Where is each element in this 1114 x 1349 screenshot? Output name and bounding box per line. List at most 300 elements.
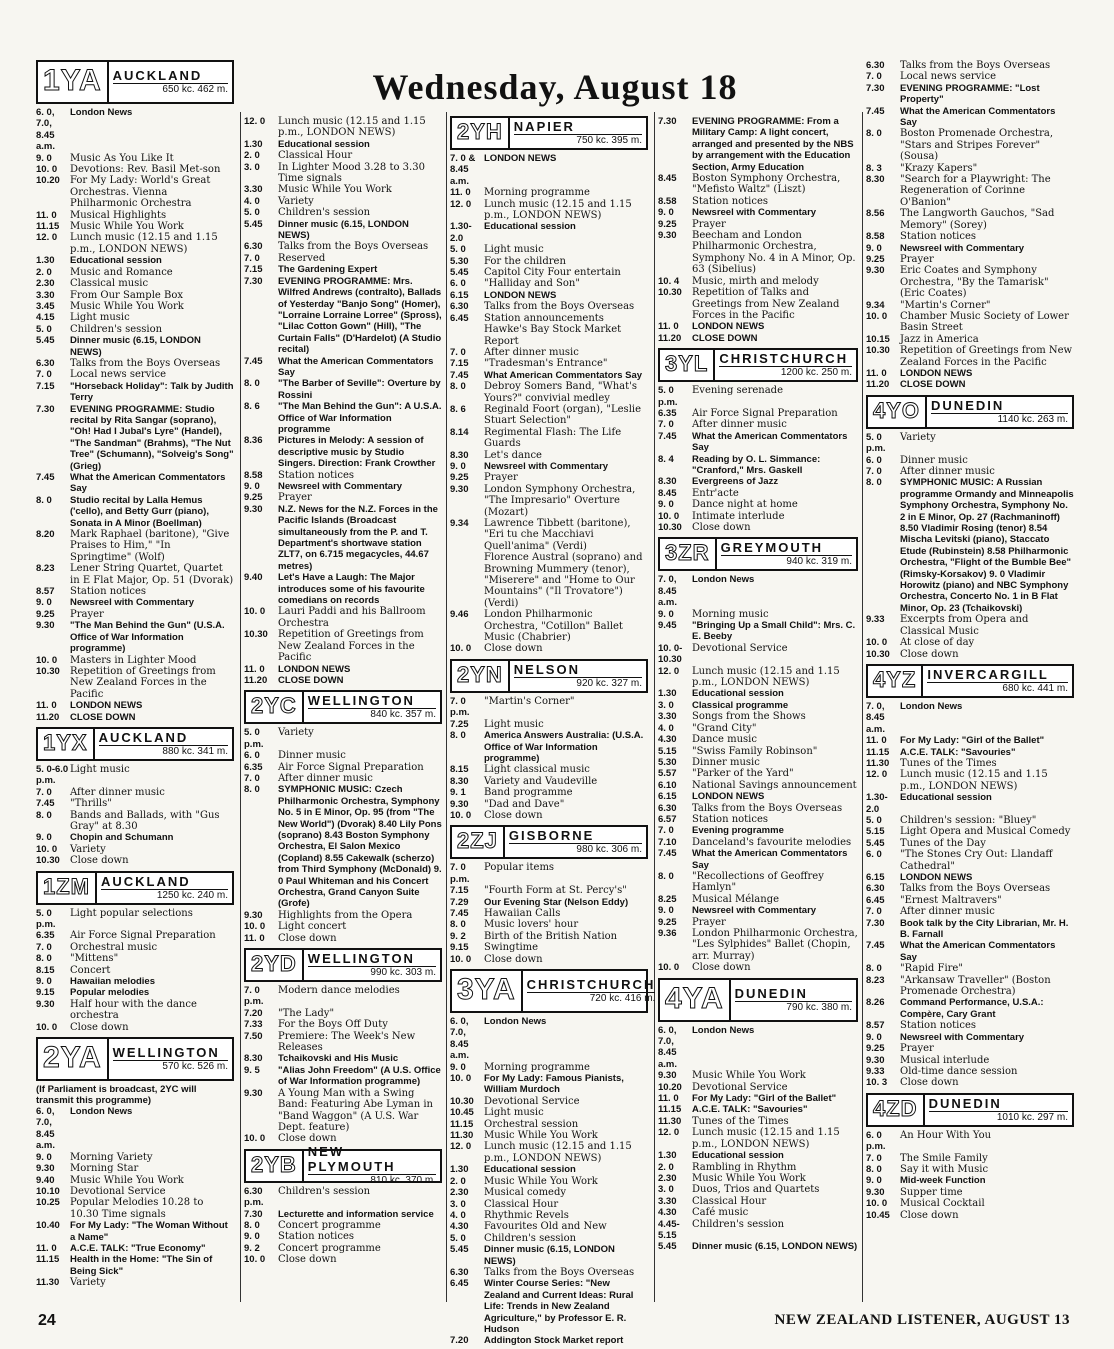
- entry-description: Say it with Music: [900, 1163, 989, 1175]
- entry-time: 5. 0-6.0 p.m.: [36, 763, 69, 787]
- station-meta: [715, 350, 856, 380]
- entry-time: 7.30: [866, 917, 885, 929]
- schedule-entry: [866, 637, 1074, 648]
- entry-time: 5. 0: [450, 1232, 466, 1244]
- entry-time: 2. 0: [244, 150, 260, 162]
- schedule-entry: [450, 1062, 648, 1073]
- schedule-entry: [658, 757, 858, 768]
- entry-time: 11.30: [866, 757, 890, 769]
- schedule-entry: [658, 1127, 858, 1150]
- schedule-entry: [244, 481, 442, 492]
- entry-description: Local news service: [70, 369, 167, 381]
- entry-time: 5.15: [658, 745, 677, 757]
- schedule-entry: [36, 597, 234, 608]
- entry-time: 11.20: [658, 332, 682, 344]
- entry-description: Morning Variety: [70, 1151, 153, 1163]
- station-meta: [304, 692, 440, 722]
- entry-time: 3.45: [36, 300, 55, 312]
- entry-description: Dinner music: [278, 750, 346, 762]
- schedule-entry: [866, 1043, 1074, 1054]
- schedule-entry: [658, 905, 858, 916]
- station-city: GISBORNE: [509, 828, 642, 844]
- entry-description: Masters in Lighter Mood: [70, 654, 197, 666]
- entry-time: 10.45: [866, 1209, 890, 1221]
- schedule-entry: [866, 815, 1074, 826]
- entry-time: 10.20: [36, 175, 60, 187]
- entry-time: 10. 0: [450, 953, 472, 965]
- schedule-entry: [450, 1073, 648, 1096]
- entry-description: Children's session: [484, 1232, 577, 1244]
- entry-time: 5.45: [658, 1241, 677, 1253]
- schedule-entry: [36, 1277, 234, 1288]
- schedule-entry: [866, 975, 1074, 998]
- station-logo: [244, 690, 442, 724]
- entry-time: 10. 0: [36, 843, 58, 855]
- entry-time: 7. 0: [866, 906, 882, 918]
- entry-time: 9.30: [658, 1070, 677, 1082]
- entry-time: 7.45: [244, 355, 263, 367]
- station-city: CHRISTCHURCH: [526, 977, 656, 992]
- schedule-entry: [450, 776, 648, 787]
- station-call-sign: 4YA: [660, 980, 731, 1020]
- schedule-entry: [658, 207, 858, 218]
- entry-description: Music As You Like It: [70, 152, 174, 164]
- entry-time: 8. 0: [658, 870, 674, 882]
- schedule-entry: [450, 897, 648, 908]
- schedule-entry: [244, 264, 442, 275]
- entry-description: Close down: [484, 953, 543, 965]
- entry-description: Dinner music (6.15, LONDON NEWS): [70, 335, 201, 358]
- schedule-entry: [866, 71, 1074, 82]
- station-call-sign: 1YA: [38, 62, 109, 102]
- entry-description: "Rapid Fire": [900, 963, 963, 975]
- station-logo: [36, 871, 234, 905]
- schedule-entry: [36, 312, 234, 323]
- entry-description: Children's session: "Bluey": [900, 814, 1037, 826]
- station-call-sign: 1ZM: [38, 873, 97, 903]
- entry-description: A.C.E. TALK: "True Economy": [70, 1242, 206, 1254]
- entry-description: Variety and Vaudeville: [484, 775, 598, 787]
- entry-time: 8. 0: [244, 378, 260, 390]
- entry-description: At close of day: [900, 637, 975, 649]
- entry-time: 7. 0 p.m.: [244, 985, 264, 1008]
- entry-time: 8.57: [866, 1020, 885, 1032]
- entry-time: 1.30: [658, 688, 677, 700]
- schedule-entry: [450, 381, 648, 404]
- entry-time: 8.36: [244, 435, 263, 447]
- schedule-entry: [658, 1219, 858, 1242]
- entry-description: Devotional Service: [484, 1095, 580, 1107]
- entry-description: What the American Commentators Say: [900, 940, 1056, 963]
- entry-description: Newsreel with Commentary: [484, 460, 609, 472]
- entry-time: 5.45: [36, 335, 55, 347]
- schedule-entry: [866, 174, 1074, 208]
- column-5: [866, 60, 1074, 1223]
- schedule-entry: [658, 746, 858, 757]
- entry-time: 7.25: [450, 718, 469, 730]
- schedule-entry: [450, 862, 648, 885]
- entry-description: Lawrence Tibbett (baritone), "Eri tu che Macchiavi Quell'anima" (Verdi): [484, 518, 631, 552]
- entry-description: "Bringing Up a Small Child": Mrs. C. E. Beeby: [692, 620, 856, 643]
- entry-time: 9. 5: [244, 1064, 260, 1076]
- schedule-entry: [36, 798, 234, 809]
- entry-description: Air Force Signal Preparation: [70, 930, 216, 942]
- entry-description: "Parker of the Yard": [692, 768, 794, 780]
- entry-time: 12. 0: [866, 769, 888, 781]
- entry-description: Educational session: [484, 1164, 576, 1176]
- entry-description: "The Man Behind the Gun": A U.S.A. Office of War Information programme: [278, 401, 442, 435]
- entry-description: Orchestral session: [484, 1118, 579, 1130]
- schedule-entry: [244, 572, 442, 606]
- station-call-sign: 4YO: [868, 397, 927, 427]
- schedule-entry: [866, 872, 1074, 883]
- schedule-entry: [866, 1020, 1074, 1031]
- station-city: WELLINGTON: [308, 951, 436, 967]
- entry-time: 7. 0 p.m.: [450, 862, 470, 885]
- entry-time: 9.25: [36, 608, 55, 620]
- entry-description: Devotional Service: [70, 1185, 166, 1197]
- schedule-entry: [658, 711, 858, 722]
- entry-description: For the Boys Off Duty: [278, 1019, 388, 1031]
- entry-description: Beecham and London Philharmonic Orchestra, Symphony No. 4 in A Minor, Op. 63 (Sibelius): [692, 230, 856, 276]
- schedule-entry: [658, 499, 858, 510]
- entry-description: Reading by O. L. Simmance: "Cranford," Mrs. Gaskell: [692, 453, 821, 476]
- entry-description: London Philharmonic Orchestra, "Cotillon" Ballet Music (Chabrier): [484, 609, 623, 644]
- schedule-entry: [450, 301, 648, 312]
- entry-time: 9. 0: [866, 242, 882, 254]
- entry-description: Prayer: [70, 608, 104, 620]
- schedule-entry: [244, 910, 442, 921]
- station-block: [658, 978, 858, 1253]
- entry-description: Variety: [278, 727, 314, 739]
- entry-time: 6. 0: [866, 454, 882, 466]
- column-3: [450, 116, 656, 1349]
- entry-time: 11.30: [450, 1130, 474, 1142]
- entry-time: 10.25: [36, 1197, 60, 1209]
- entry-description: After dinner music: [900, 466, 995, 477]
- entry-time: 11.20: [36, 711, 60, 723]
- entry-description: "Martin's Corner": [484, 695, 575, 707]
- entry-description: Musical interlude: [900, 1054, 990, 1066]
- entry-time: 8.26: [866, 997, 885, 1009]
- entry-description: Air Force Signal Preparation: [692, 407, 838, 419]
- station-block: [866, 60, 1074, 391]
- entry-description: N.Z. News for the N.Z. Forces in the Pacific Islands (Broadcast simultaneously from the P. and T. Department's shortwave station ZLT7, on 6.715 megacycles, 44.67 metres): [278, 503, 438, 572]
- entry-description: Newsreel with Commentary: [692, 207, 817, 219]
- entry-time: 9. 0: [36, 597, 52, 609]
- schedule-entry: [450, 290, 648, 301]
- entry-time: 7. 0: [450, 346, 466, 358]
- schedule-entry: [36, 810, 234, 833]
- station-block: [244, 690, 442, 944]
- schedule-entry: [866, 83, 1074, 106]
- entry-time: 6. 0: [244, 750, 260, 762]
- entry-time: 8. 0: [244, 1219, 260, 1231]
- station-city: AUCKLAND: [101, 874, 228, 890]
- entry-time: 1.30: [658, 1150, 677, 1162]
- schedule-entry: [36, 700, 234, 711]
- station-call-sign: 4ZD: [868, 1095, 925, 1125]
- entry-description: Close down: [278, 1133, 337, 1145]
- entry-time: 9.30: [36, 998, 55, 1010]
- entry-description: Supper time: [900, 1186, 963, 1198]
- entry-time: 10. 0: [244, 606, 266, 618]
- schedule-entry: [244, 1220, 442, 1231]
- entry-time: 8. 3: [866, 162, 882, 174]
- schedule-entry: [244, 116, 442, 139]
- entry-time: 6. 0: [450, 278, 466, 290]
- entry-description: "Dad and Dave": [484, 798, 565, 810]
- station-frequency: 880 kc. 341 m.: [162, 745, 228, 757]
- station-meta: [510, 661, 646, 691]
- entry-description: Close down: [70, 1021, 129, 1033]
- entry-description: Educational session: [692, 688, 784, 700]
- entry-description: London News: [900, 700, 963, 712]
- entry-description: Boston Symphony Orchestra, "Mefisto Waltz" (Liszt): [692, 173, 841, 196]
- entry-description: LONDON NEWS: [692, 321, 765, 333]
- entry-time: 8.23: [36, 563, 55, 575]
- entry-description: Station notices: [278, 469, 355, 481]
- entry-description: EVENING PROGRAMME: Studio recital by Rita Sangar (soprano), "Oh! Had I Jubal's Lyre" (Handel), "The Sandman" (Brahms), "The Nut Tree" (Schumann), "Solveig's Song" (Grieg): [70, 403, 234, 472]
- schedule-entry: [244, 1133, 442, 1144]
- schedule-entry: [36, 107, 234, 153]
- column-4: [658, 116, 858, 1255]
- entry-time: 9. 0: [450, 1061, 466, 1073]
- station-logo: [658, 537, 858, 571]
- entry-description: Lunch music (12.15 and 1.15 p.m., LONDON NEWS): [900, 769, 1048, 792]
- schedule-entry: [658, 408, 858, 419]
- entry-time: 10.30: [866, 648, 890, 660]
- entry-description: What the American Commentators Say: [692, 430, 848, 454]
- entry-time: 5.45: [450, 267, 469, 279]
- schedule-entry: [450, 1096, 648, 1107]
- schedule-entry: [866, 614, 1074, 637]
- entry-description: "Thrills": [70, 798, 112, 810]
- schedule-entry: [658, 609, 858, 620]
- entry-description: London News: [692, 574, 755, 586]
- entry-description: Tunes of the Day: [900, 837, 986, 849]
- schedule-entry: [36, 221, 234, 232]
- station-logo: [450, 969, 656, 1013]
- entry-time: 7. 0: [36, 941, 52, 953]
- entry-time: 8. 0: [36, 953, 52, 965]
- entry-time: 10.30: [36, 855, 60, 867]
- station-call-sign: 3YA: [452, 971, 523, 1011]
- entry-time: 11.20: [244, 674, 268, 686]
- schedule-entry: [450, 267, 648, 278]
- schedule-entry: [450, 1187, 648, 1198]
- entry-time: 7.15: [36, 380, 55, 392]
- entry-time: 7.20: [244, 1007, 263, 1019]
- schedule-entry: [450, 1130, 648, 1141]
- entry-description: EVENING PROGRAMME: Mrs. Wilfred Andrews (contralto), Ballads of Yesterday "Banjo Song" (Homer), "Lorraine Lorraine Lorree" (Spross), "Lilac Cotton Gown" (Hill), "The Curtain Falls" (D'Hardelot) (A Studio recital): [278, 275, 442, 356]
- station-logo: [244, 948, 442, 982]
- entry-description: Regimental Flash: The Life Guards: [484, 426, 622, 450]
- schedule-entry: [658, 431, 858, 454]
- entry-description: "The Man Behind the Gun" (U.S.A. Office of War Information programme): [70, 620, 225, 655]
- entry-time: 8.30: [244, 1053, 263, 1065]
- entry-description: After dinner music: [900, 906, 995, 918]
- schedule-entry: [244, 1008, 442, 1019]
- entry-description: EVENING PROGRAMME: "Lost Property": [900, 82, 1040, 106]
- entry-time: 8. 6: [244, 401, 260, 413]
- entry-time: 1.30: [244, 138, 263, 150]
- entry-time: 9.33: [866, 614, 885, 626]
- entry-time: 8.30: [450, 449, 469, 461]
- schedule-entry: [658, 1196, 858, 1207]
- entry-time: 9.30: [244, 503, 263, 515]
- entry-time: 3.30: [658, 711, 677, 723]
- entry-time: 8. 0: [866, 963, 882, 975]
- schedule-entry: [658, 219, 858, 230]
- entry-description: Children's session: [70, 323, 163, 335]
- schedule-entry: [866, 1187, 1074, 1198]
- schedule-entry: [866, 895, 1074, 906]
- entry-time: 10.30: [450, 1095, 474, 1107]
- entry-time: 4.15: [36, 312, 55, 324]
- entry-time: 8. 0: [450, 919, 466, 931]
- schedule-entry: [866, 163, 1074, 174]
- schedule-entry: [866, 883, 1074, 894]
- entry-description: Station notices: [70, 586, 147, 598]
- schedule-entry: [450, 427, 648, 450]
- schedule-entry: [36, 908, 234, 931]
- entry-description: The Gardening Expert: [278, 264, 378, 276]
- schedule-entry: [866, 747, 1074, 758]
- entry-description: A Young Man with a Swing Band: Featuring Abe Lyman in "Band Waggon" (A U.S. War Dept. feature): [278, 1087, 433, 1133]
- entry-description: CLOSE DOWN: [900, 379, 966, 391]
- schedule-entry: [866, 792, 1074, 815]
- station-block: [866, 664, 1074, 1089]
- entry-description: Classical Hour: [692, 1195, 767, 1207]
- schedule-entry: [244, 435, 442, 469]
- entry-description: Half hour with the dance orchestra: [70, 998, 197, 1022]
- entry-description: LONDON NEWS: [692, 791, 765, 803]
- entry-description: Light Opera and Musical Comedy: [900, 826, 1071, 838]
- station-frequency: 990 kc. 303 m.: [370, 967, 436, 979]
- entry-description: Prayer: [692, 916, 726, 928]
- entry-description: Our Evening Star (Nelson Eddy): [484, 896, 629, 908]
- entry-description: Close down: [692, 962, 751, 974]
- entry-description: Newsreel with Commentary: [900, 1031, 1025, 1043]
- entry-time: 7.45: [450, 369, 469, 381]
- schedule-entry: [658, 723, 858, 734]
- entry-time: 8.25: [658, 893, 677, 905]
- entry-time: 9. 0: [658, 207, 674, 219]
- entry-description: London Symphony Orchestra, "The Impresario" Overture (Mozart): [484, 483, 636, 518]
- entry-time: 10. 0: [866, 1198, 888, 1210]
- entry-time: 6.57: [658, 813, 677, 825]
- entry-time: 10. 0: [450, 1073, 472, 1085]
- station-frequency: 920 kc. 327 m.: [576, 677, 642, 689]
- entry-description: Mid-week Function: [900, 1175, 986, 1187]
- entry-description: Debroy Somers Band, "What's Yours?" convivial medley: [484, 381, 638, 404]
- entry-time: 5. 0: [36, 323, 52, 335]
- entry-time: 12. 0: [36, 232, 58, 244]
- entry-time: 8.30: [450, 775, 469, 787]
- schedule-entry: [658, 419, 858, 430]
- schedule-entry: [658, 454, 858, 477]
- station-meta: [109, 62, 232, 102]
- entry-time: 5.15: [866, 826, 885, 838]
- entry-description: Lunch music (12.15 and 1.15 p.m., LONDON NEWS): [692, 1127, 840, 1150]
- entry-description: Entr'acte: [692, 487, 739, 499]
- entry-description: Talks from the Boys Overseas: [278, 241, 429, 253]
- schedule-entry: [450, 461, 648, 472]
- schedule-entry: [866, 649, 1074, 660]
- entry-time: 8. 0: [244, 784, 260, 796]
- schedule-entry: [866, 918, 1074, 941]
- entry-description: Close down: [278, 932, 337, 944]
- entry-time: 6. 0, 7.0, 8.45 a.m.: [36, 107, 56, 153]
- entry-time: 6.45: [450, 312, 469, 324]
- entry-time: 8.56: [866, 208, 885, 220]
- entry-description: Classical music: [70, 278, 149, 290]
- entry-time: 10. 0: [244, 1254, 266, 1266]
- station-meta: [717, 539, 856, 569]
- entry-description: Let's dance: [484, 449, 542, 461]
- station-frequency: 570 kc. 526 m.: [162, 1061, 228, 1073]
- entry-time: 6.35: [36, 930, 55, 942]
- entry-description: Favourites Old and New: [484, 1221, 607, 1233]
- schedule-entry: [658, 871, 858, 894]
- entry-time: 5. 0 p.m.: [244, 727, 264, 750]
- station-meta: [304, 1144, 440, 1187]
- entry-time: 11. 0: [36, 700, 57, 712]
- entry-description: Repetition of Greetings from New Zealand Forces in the Pacific: [70, 665, 216, 700]
- entry-time: 9.25: [658, 218, 677, 230]
- entry-description: Evergreens of Jazz: [692, 476, 779, 488]
- station-block: [244, 1144, 442, 1266]
- entry-description: Close down: [900, 1077, 959, 1089]
- entry-description: "Recollections of Geoffrey Hamlyn": [692, 870, 824, 894]
- entry-description: After dinner music: [484, 346, 579, 358]
- entry-time: 6.30: [450, 1266, 469, 1278]
- entry-description: An Hour With You: [900, 1129, 992, 1141]
- entry-description: LONDON NEWS: [900, 872, 973, 883]
- station-logo: [866, 664, 1074, 698]
- entry-time: 2.30: [658, 1172, 677, 1184]
- entry-time: 4. 0: [450, 1209, 466, 1221]
- entry-time: 8.14: [450, 426, 469, 438]
- schedule-entry: [866, 1055, 1074, 1066]
- entry-description: After dinner music: [70, 786, 165, 798]
- schedule-entry: [866, 208, 1074, 231]
- column-rule: [862, 112, 863, 1302]
- schedule-entry: [866, 997, 1074, 1020]
- schedule-entry: [450, 450, 648, 461]
- entry-description: After dinner music: [278, 772, 373, 784]
- entry-time: 6.35: [244, 761, 263, 773]
- schedule-entry: [244, 1209, 442, 1220]
- entry-time: 8.58: [244, 469, 263, 481]
- schedule-entry: [658, 1104, 858, 1115]
- schedule-entry: [36, 1243, 234, 1254]
- entry-time: 7. 0: [36, 369, 52, 381]
- entry-time: 11. 0: [866, 735, 887, 747]
- entry-time: 10.45: [450, 1107, 474, 1119]
- entry-time: 9.25: [244, 492, 263, 504]
- entry-description: Light popular selections: [70, 907, 193, 919]
- schedule-entry: [658, 287, 858, 321]
- entry-time: 8.30: [866, 174, 885, 186]
- schedule-entry: [450, 1210, 648, 1221]
- page-title: Wednesday, August 18: [372, 67, 738, 107]
- schedule-entry: [866, 735, 1074, 746]
- station-call-sign: 3YL: [660, 350, 715, 380]
- schedule-entry: [450, 942, 648, 953]
- entry-description: Lauri Paddi and his Ballroom Orchestra: [278, 606, 426, 629]
